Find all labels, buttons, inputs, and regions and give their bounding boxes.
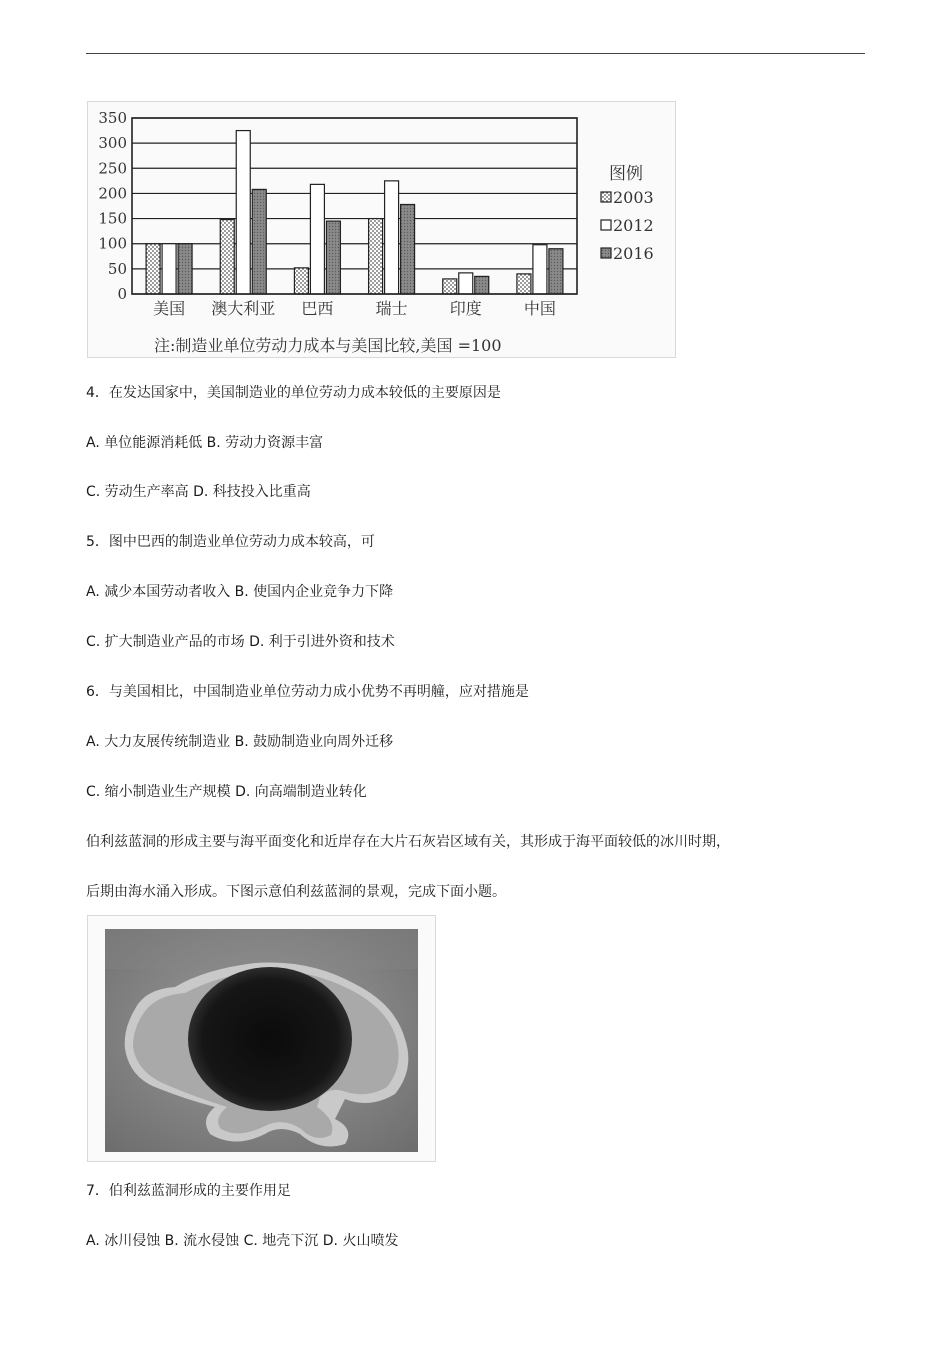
x-category-label: 中国 [523,299,556,318]
legend-swatch-2016 [601,248,611,258]
bar-2012-4 [459,273,473,294]
bar-2003-4 [443,279,457,294]
question-7-stem: 7．伯利兹蓝洞形成的主要作用足 [86,1183,291,1199]
labor-cost-chart-figure [87,101,676,358]
y-tick-label: 0 [117,285,127,303]
question-6-options-ab: A. 大力友展传统制造业 B. 鼓励制造业向周外迁移 [86,734,394,750]
question-7-options: A. 冰川侵蚀 B. 流水侵蚀 C. 地壳下沉 D. 火山喷发 [86,1233,399,1249]
x-category-label: 印度 [449,299,482,318]
bar-2016-4 [475,276,489,294]
question-5-options-ab: A. 减少本国劳动者收入 B. 使国内企业竞争力下降 [86,584,394,600]
legend-label-2016: 2016 [613,244,654,263]
bar-2016-3 [401,204,415,294]
x-category-label: 美国 [153,299,186,318]
question-5-stem: 5．图中巴西的制造业单位劳动力成本较高，可 [86,534,375,550]
question-6-stem: 6．与美国相比，中国制造业单位劳动力成小优势不再明艟，应对措施是 [86,684,529,700]
y-tick-label: 100 [98,234,127,253]
legend-swatch-2003 [601,192,611,202]
bar-2003-1 [220,220,234,294]
question-4-options-ab: A. 单位能源消耗低 B. 劳动力资源丰富 [86,435,324,451]
bar-2003-3 [369,219,383,294]
bar-2003-5 [517,274,531,294]
bar-2012-5 [533,245,547,294]
bar-2012-0 [162,244,176,294]
question-4-options-cd: C. 劳动生产率高 D. 科技投入比重高 [86,484,311,500]
y-tick-label: 300 [98,134,127,153]
blue-hole-photo-figure [87,915,436,1162]
blue-hole-photo [105,929,418,1152]
legend-label-2012: 2012 [613,216,654,235]
plot-frame [132,118,577,294]
bar-2016-2 [326,221,340,294]
y-tick-label: 200 [98,184,127,203]
bar-2016-1 [252,189,266,294]
passage-line-1: 伯利兹蓝洞的形成主要与海平面变化和近岸存在大片石灰岩区域有关，其形成于海平面较低的冰川时期， [86,834,730,850]
y-tick-label: 250 [98,159,127,178]
header-rule [86,53,865,54]
bar-2003-2 [294,268,308,294]
bar-2012-1 [236,131,250,294]
x-category-label: 澳大利亚 [211,299,276,318]
x-category-label: 瑞士 [375,299,408,318]
bar-2012-3 [385,181,399,294]
y-tick-label: 50 [107,259,127,278]
y-tick-label: 150 [98,209,127,228]
legend-label-2003: 2003 [613,188,654,207]
legend-title: 图例 [609,164,643,184]
y-tick-label: 350 [98,109,127,127]
bar-2016-0 [178,244,192,294]
chart-note: 注:制造业单位劳动力成本与美国比较,美国 =100 [154,336,502,355]
passage-line-2: 后期由海水涌入形成。下图示意伯利兹蓝洞的景观，完成下面小题。 [86,884,506,900]
bar-2003-0 [146,244,160,294]
legend-swatch-2012 [601,220,611,230]
labor-cost-bar-chart [88,102,675,357]
bar-2016-5 [549,249,563,294]
question-4-stem: 4．在发达国家中，美国制造业的单位劳动力成本较低的主要原因是 [86,385,501,401]
question-5-options-cd: C. 扩大制造业产品的市场 D. 利于引进外资和技术 [86,634,395,650]
bar-2012-2 [310,184,324,294]
x-category-label: 巴西 [301,299,334,318]
question-6-options-cd: C. 缩小制造业生产规模 D. 向高端制造业转化 [86,784,367,800]
